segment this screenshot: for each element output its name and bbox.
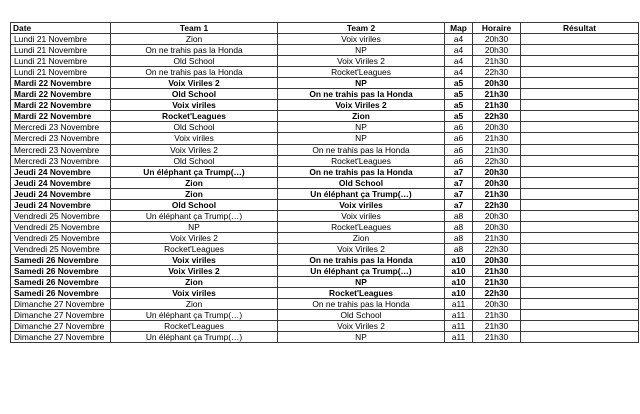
cell-result [521,144,639,155]
header-row [11,23,639,34]
cell-date: Dimanche 27 Novembre [11,321,111,332]
cell-date: Mardi 22 Novembre [11,89,111,100]
cell-time: 22h30 [473,199,521,210]
cell-time: 22h30 [473,67,521,78]
cell-time: 20h30 [473,45,521,56]
cell-date: Samedi 26 Novembre [11,288,111,299]
cell-time: 21h30 [473,144,521,155]
table-row [11,266,639,277]
cell-result [521,34,639,45]
table-row [11,67,639,78]
table-row [11,243,639,254]
table-row [11,166,639,177]
cell-map: a5 [445,100,473,111]
table-body [11,34,639,343]
cell-map: a8 [445,243,473,254]
cell-team2: Rocket'Leagues [278,288,445,299]
cell-date: Mercredi 23 Novembre [11,155,111,166]
cell-time: 21h30 [473,277,521,288]
cell-team2: Un éléphant ça Trump(…) [278,188,445,199]
cell-result [521,78,639,89]
cell-map: a6 [445,155,473,166]
cell-time: 21h30 [473,56,521,67]
cell-map: a7 [445,199,473,210]
cell-map: a8 [445,232,473,243]
cell-team1: Rocket'Leagues [111,111,278,122]
cell-time: 21h30 [473,332,521,343]
cell-team1: NP [111,221,278,232]
table-row [11,122,639,133]
table-row [11,133,639,144]
cell-team1: Voix Viriles 2 [111,232,278,243]
cell-result [521,210,639,221]
cell-team1: Rocket'Leagues [111,321,278,332]
cell-map: a10 [445,266,473,277]
table-row [11,155,639,166]
table-row [11,310,639,321]
header-result: Résultat [521,23,639,34]
cell-team1: Zion [111,188,278,199]
cell-date: Vendredi 25 Novembre [11,243,111,254]
table-row [11,89,639,100]
cell-team1: Voix viriles [111,100,278,111]
cell-map: a8 [445,221,473,232]
cell-team2: Old School [278,310,445,321]
cell-map: a4 [445,45,473,56]
cell-date: Samedi 26 Novembre [11,266,111,277]
cell-date: Mercredi 23 Novembre [11,122,111,133]
cell-team1: Old School [111,155,278,166]
cell-map: a11 [445,299,473,310]
cell-map: a7 [445,177,473,188]
cell-date: Lundi 21 Novembre [11,67,111,78]
cell-result [521,221,639,232]
cell-date: Jeudi 24 Novembre [11,166,111,177]
header-map: Map [445,23,473,34]
cell-map: a6 [445,144,473,155]
cell-time: 20h30 [473,166,521,177]
cell-team2: NP [278,122,445,133]
table-row [11,288,639,299]
cell-map: a10 [445,277,473,288]
cell-team1: Voix viriles [111,288,278,299]
cell-map: a5 [445,89,473,100]
cell-time: 22h30 [473,288,521,299]
cell-result [521,321,639,332]
cell-map: a11 [445,310,473,321]
cell-date: Vendredi 25 Novembre [11,221,111,232]
cell-date: Mercredi 23 Novembre [11,133,111,144]
table-row [11,177,639,188]
cell-date: Mercredi 23 Novembre [11,144,111,155]
table-row [11,321,639,332]
cell-team2: Voix Viriles 2 [278,100,445,111]
cell-team2: Voix viriles [278,199,445,210]
header-date: Date [11,23,111,34]
cell-date: Dimanche 27 Novembre [11,299,111,310]
cell-team1: Un éléphant ça Trump(…) [111,166,278,177]
schedule-table [10,22,639,343]
table-row [11,199,639,210]
cell-map: a11 [445,332,473,343]
cell-time: 21h30 [473,232,521,243]
cell-team2: NP [278,45,445,56]
cell-map: a6 [445,133,473,144]
cell-time: 21h30 [473,89,521,100]
cell-team2: NP [278,133,445,144]
cell-date: Mardi 22 Novembre [11,111,111,122]
cell-time: 21h30 [473,266,521,277]
header-team1: Team 1 [111,23,278,34]
cell-result [521,310,639,321]
cell-team2: NP [278,78,445,89]
header-time: Horaire [473,23,521,34]
table-row [11,144,639,155]
cell-map: a7 [445,166,473,177]
cell-team1: Voix Viriles 2 [111,144,278,155]
cell-time: 22h30 [473,243,521,254]
cell-team2: NP [278,277,445,288]
table-row [11,56,639,67]
table-row [11,210,639,221]
cell-time: 20h30 [473,122,521,133]
cell-date: Jeudi 24 Novembre [11,177,111,188]
cell-team2: Voix Viriles 2 [278,243,445,254]
cell-result [521,177,639,188]
cell-team2: Voix viriles [278,210,445,221]
cell-team1: Voix Viriles 2 [111,266,278,277]
cell-map: a7 [445,188,473,199]
cell-team1: Zion [111,277,278,288]
cell-team1: Old School [111,199,278,210]
cell-team2: NP [278,332,445,343]
table-row [11,299,639,310]
cell-result [521,133,639,144]
cell-date: Jeudi 24 Novembre [11,199,111,210]
cell-date: Vendredi 25 Novembre [11,210,111,221]
cell-team1: Voix viriles [111,254,278,265]
cell-team2: Voix viriles [278,34,445,45]
cell-date: Samedi 26 Novembre [11,277,111,288]
cell-team1: On ne trahis pas la Honda [111,45,278,56]
table-row [11,45,639,56]
cell-team2: Voix Viriles 2 [278,56,445,67]
cell-map: a4 [445,34,473,45]
cell-result [521,100,639,111]
cell-result [521,111,639,122]
cell-result [521,299,639,310]
cell-date: Samedi 26 Novembre [11,254,111,265]
cell-team2: Rocket'Leagues [278,221,445,232]
cell-result [521,243,639,254]
cell-map: a6 [445,122,473,133]
cell-date: Lundi 21 Novembre [11,34,111,45]
cell-result [521,122,639,133]
cell-team1: On ne trahis pas la Honda [111,67,278,78]
cell-team2: Rocket'Leagues [278,155,445,166]
cell-result [521,188,639,199]
cell-team1: Old School [111,122,278,133]
table-row [11,277,639,288]
cell-team2: Zion [278,111,445,122]
cell-result [521,67,639,78]
cell-map: a5 [445,78,473,89]
cell-map: a5 [445,111,473,122]
cell-result [521,254,639,265]
table-row [11,254,639,265]
cell-time: 21h30 [473,188,521,199]
cell-time: 21h30 [473,100,521,111]
table-row [11,188,639,199]
cell-time: 20h30 [473,177,521,188]
cell-time: 20h30 [473,299,521,310]
table-row [11,232,639,243]
cell-time: 20h30 [473,210,521,221]
cell-result [521,56,639,67]
cell-team1: Rocket'Leagues [111,243,278,254]
cell-team2: On ne trahis pas la Honda [278,144,445,155]
table-row [11,34,639,45]
cell-date: Dimanche 27 Novembre [11,332,111,343]
cell-result [521,155,639,166]
cell-team2: Voix Viriles 2 [278,321,445,332]
cell-result [521,288,639,299]
cell-time: 22h30 [473,111,521,122]
cell-team2: On ne trahis pas la Honda [278,89,445,100]
cell-map: a4 [445,67,473,78]
cell-team2: Un éléphant ça Trump(…) [278,266,445,277]
cell-map: a10 [445,254,473,265]
cell-team2: On ne trahis pas la Honda [278,299,445,310]
cell-result [521,277,639,288]
header-team2: Team 2 [278,23,445,34]
cell-map: a10 [445,288,473,299]
cell-team2: Zion [278,232,445,243]
cell-team1: Un éléphant ça Trump(…) [111,210,278,221]
cell-result [521,45,639,56]
cell-time: 21h30 [473,310,521,321]
cell-team1: Old School [111,89,278,100]
table-row [11,332,639,343]
cell-date: Mardi 22 Novembre [11,100,111,111]
cell-time: 20h30 [473,34,521,45]
cell-date: Mardi 22 Novembre [11,78,111,89]
table-row [11,111,639,122]
cell-map: a4 [445,56,473,67]
cell-team1: Un éléphant ça Trump(…) [111,332,278,343]
cell-time: 20h30 [473,78,521,89]
cell-team1: Un éléphant ça Trump(…) [111,310,278,321]
cell-team2: On ne trahis pas la Honda [278,166,445,177]
cell-team2: Rocket'Leagues [278,67,445,78]
cell-time: 21h30 [473,133,521,144]
cell-result [521,332,639,343]
cell-team1: Old School [111,56,278,67]
cell-team2: On ne trahis pas la Honda [278,254,445,265]
cell-time: 21h30 [473,321,521,332]
cell-team1: Voix Viriles 2 [111,78,278,89]
table-row [11,100,639,111]
cell-team1: Zion [111,34,278,45]
cell-team1: Zion [111,299,278,310]
table-row [11,221,639,232]
cell-time: 20h30 [473,221,521,232]
cell-date: Jeudi 24 Novembre [11,188,111,199]
cell-result [521,199,639,210]
cell-map: a11 [445,321,473,332]
cell-date: Lundi 21 Novembre [11,45,111,56]
cell-date: Vendredi 25 Novembre [11,232,111,243]
cell-team1: Zion [111,177,278,188]
table-row [11,78,639,89]
cell-result [521,166,639,177]
cell-time: 20h30 [473,254,521,265]
cell-time: 22h30 [473,155,521,166]
cell-result [521,89,639,100]
cell-team2: Old School [278,177,445,188]
cell-date: Dimanche 27 Novembre [11,310,111,321]
cell-date: Lundi 21 Novembre [11,56,111,67]
cell-result [521,266,639,277]
cell-result [521,232,639,243]
cell-team1: Voix viriles [111,133,278,144]
cell-map: a8 [445,210,473,221]
